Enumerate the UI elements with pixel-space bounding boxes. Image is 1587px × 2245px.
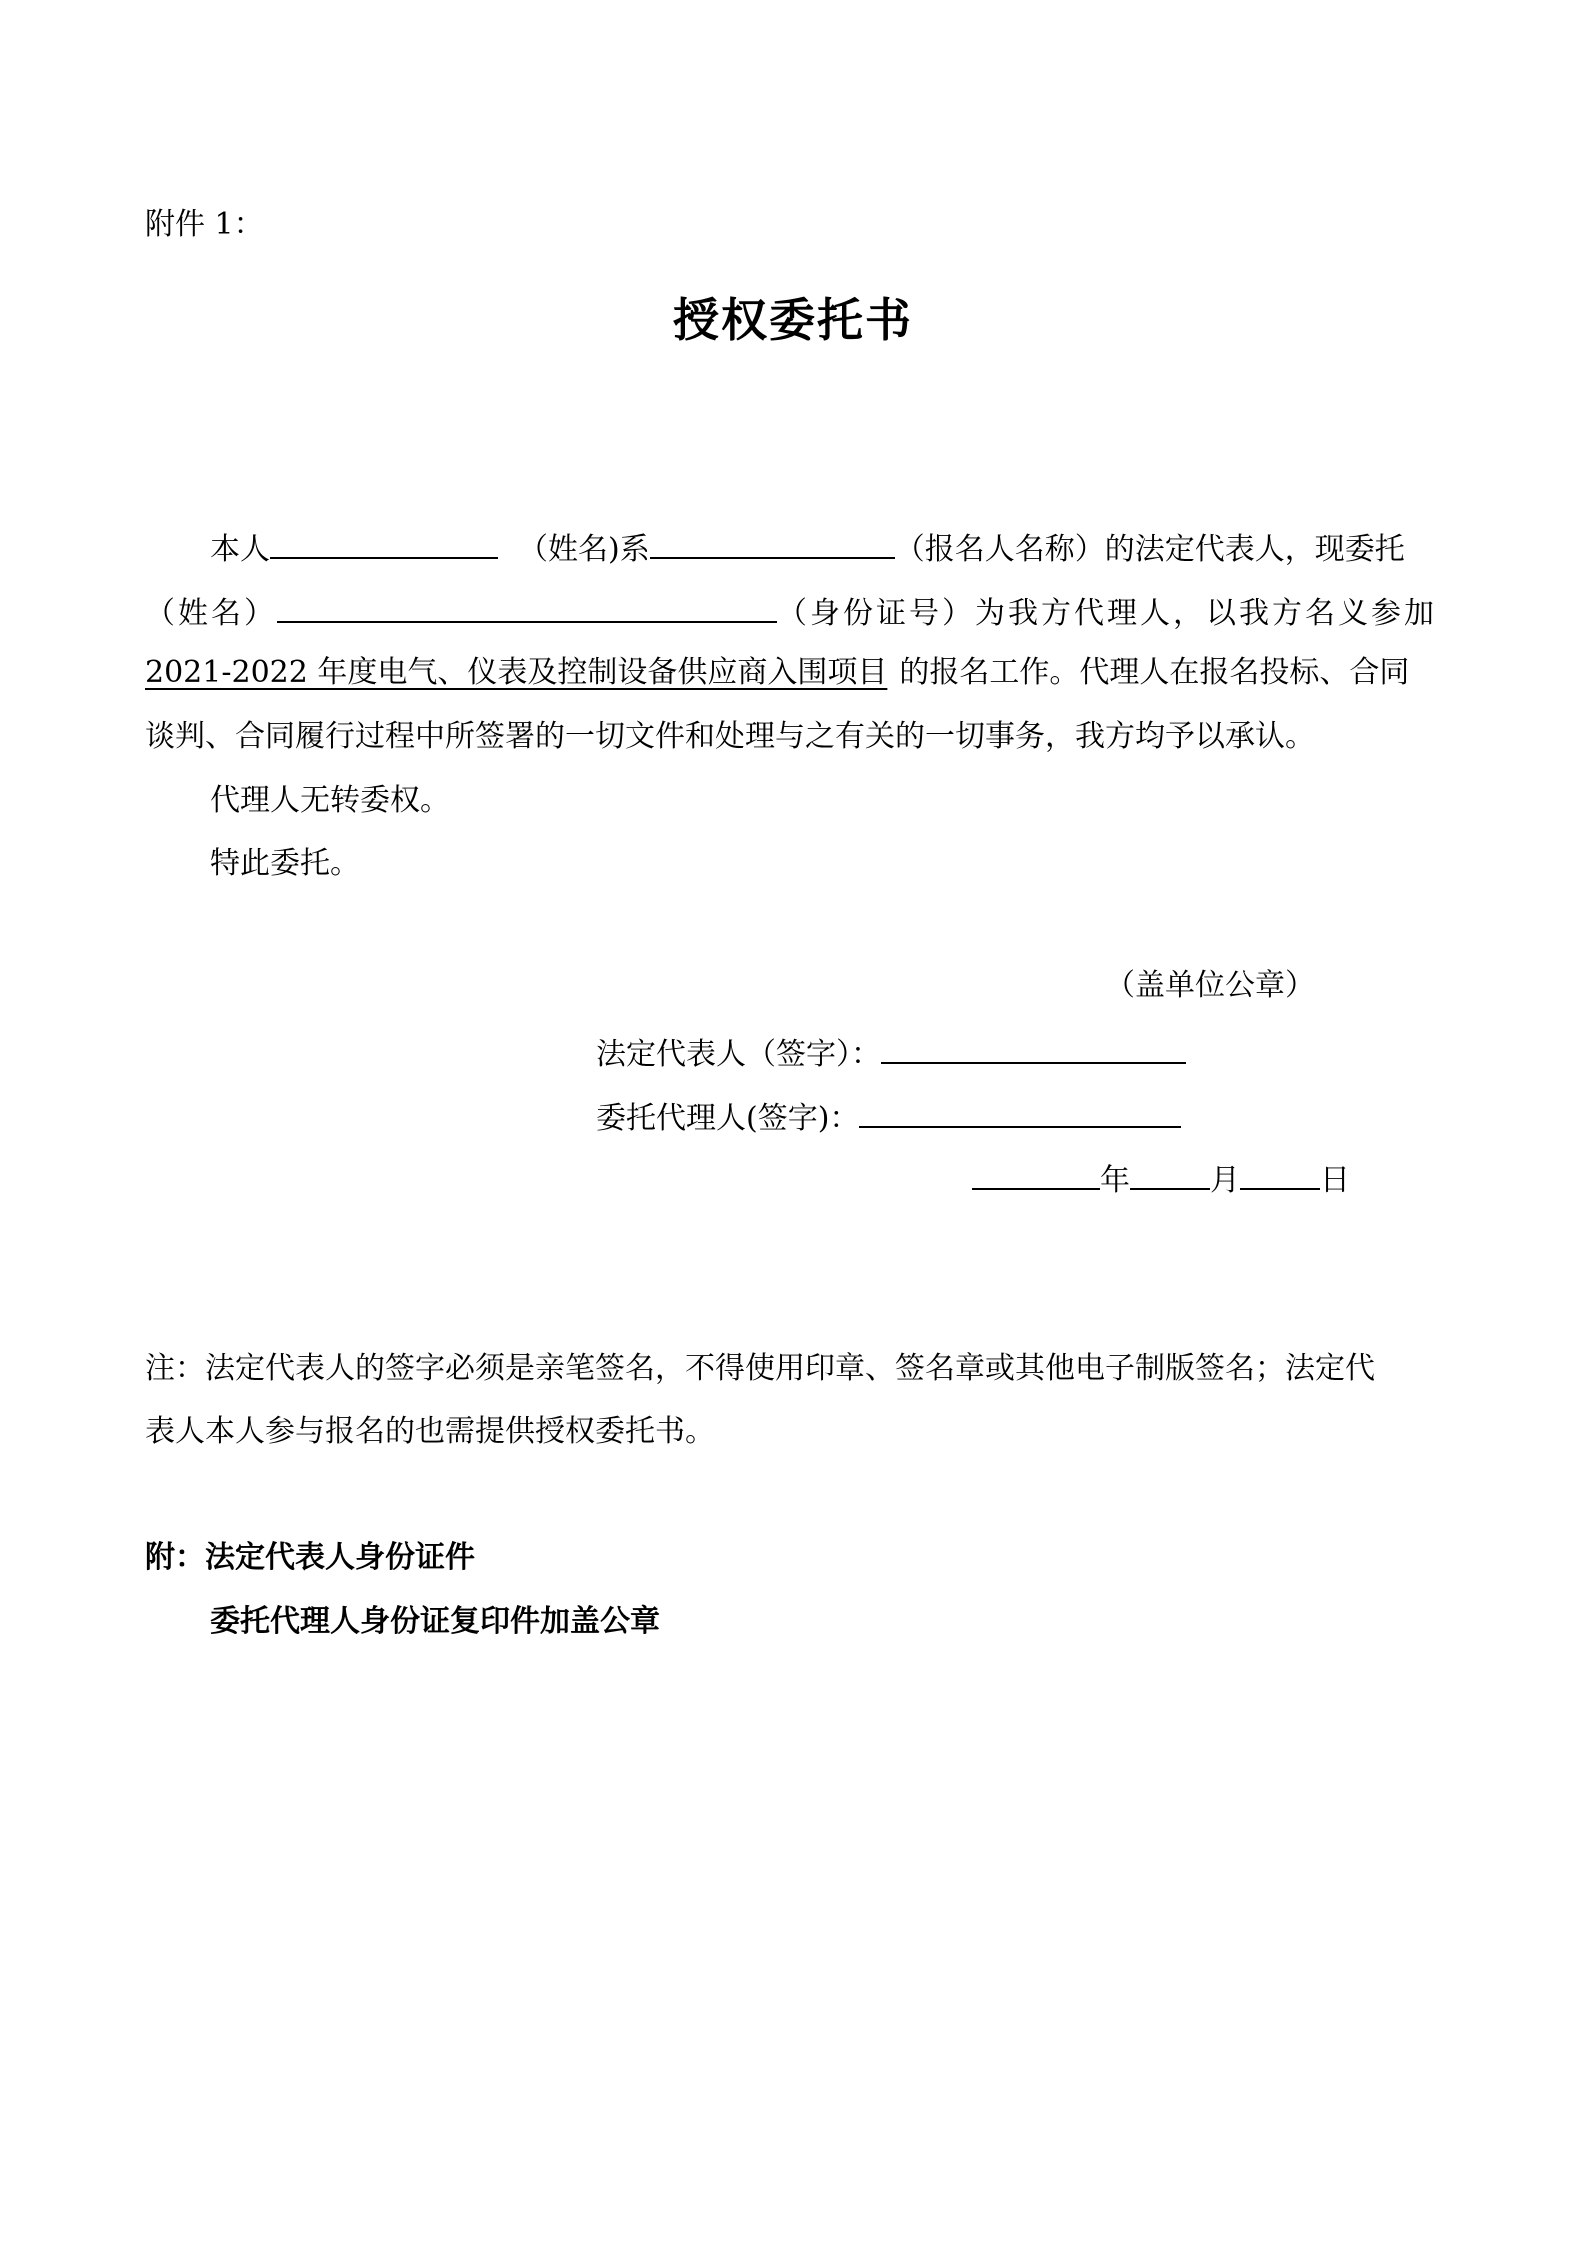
agent-name-id-blank[interactable] <box>277 589 777 623</box>
attachment-label: 附件 1： <box>145 207 264 242</box>
text-legal-rep: （报名人名称）的法定代表人，现委托 <box>894 532 1405 567</box>
body-line-6: 特此委托。 <box>210 846 360 881</box>
text-name-of: （姓名)系 <box>518 532 650 567</box>
month-label: 月 <box>1210 1163 1240 1198</box>
name-blank[interactable] <box>270 525 498 559</box>
company-seal-label: （盖单位公章） <box>1105 968 1315 1003</box>
body-line-3 <box>145 653 1409 693</box>
text-name-paren: （姓名） <box>145 596 277 631</box>
text-benren: 本人 <box>210 532 270 567</box>
date-row <box>972 1156 1350 1201</box>
agent-signature-label: 委托代理人(签字)： <box>596 1101 860 1136</box>
body-line-1 <box>210 525 1405 570</box>
legal-rep-signature-row <box>596 1030 1186 1075</box>
day-blank[interactable] <box>1240 1156 1320 1190</box>
note-line-2: 表人本人参与报名的也需提供授权委托书。 <box>145 1414 715 1449</box>
year-blank[interactable] <box>972 1156 1100 1190</box>
text-registration-work: 的报名工作。代理人在报名投标、合同 <box>899 655 1410 690</box>
legal-rep-signature-blank[interactable] <box>881 1030 1186 1064</box>
applicant-name-blank[interactable] <box>650 525 895 559</box>
appendix-line-1: 附：法定代表人身份证件 <box>145 1540 475 1575</box>
document-title: 授权委托书 <box>673 293 913 347</box>
text-id-number: （身份证号）为我方代理人，以我方名义参加 <box>777 596 1437 631</box>
month-blank[interactable] <box>1130 1156 1210 1190</box>
agent-signature-blank[interactable] <box>859 1094 1181 1128</box>
body-line-4: 谈判、合同履行过程中所签署的一切文件和处理与之有关的一切事务，我方均予以承认。 <box>145 719 1315 754</box>
appendix-line-2: 委托代理人身份证复印件加盖公章 <box>210 1604 660 1639</box>
project-name: 2021-2022 年度电气、仪表及控制设备供应商入围项目 <box>145 655 888 690</box>
legal-rep-signature-label: 法定代表人（签字）： <box>596 1037 881 1072</box>
day-label: 日 <box>1320 1163 1350 1198</box>
year-label: 年 <box>1100 1163 1130 1198</box>
body-line-2 <box>145 589 1437 634</box>
body-line-5: 代理人无转委权。 <box>210 783 450 818</box>
note-line-1: 注：法定代表人的签字必须是亲笔签名，不得使用印章、签名章或其他电子制版签名；法定代 <box>145 1351 1375 1386</box>
agent-signature-row <box>596 1094 1181 1139</box>
